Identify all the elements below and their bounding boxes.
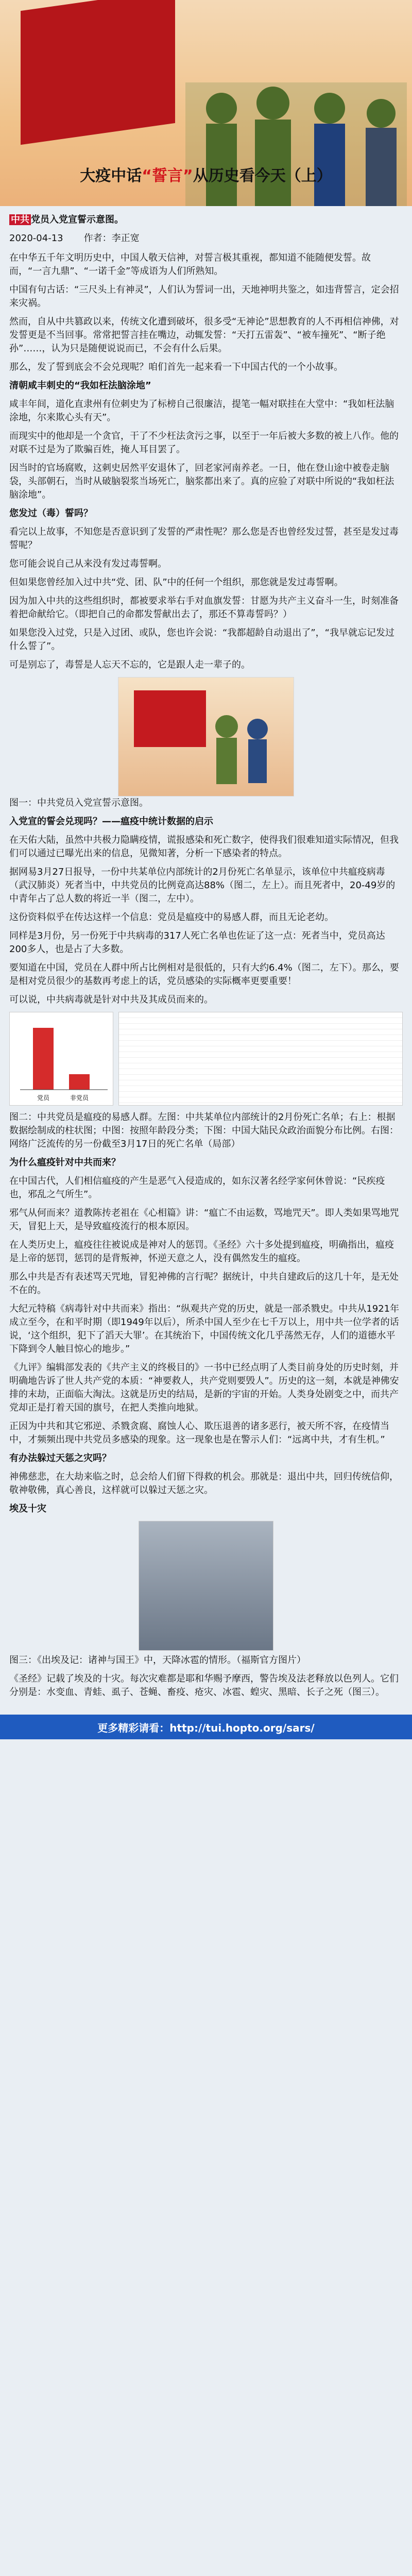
paragraph: 然而，自从中共篡政以来，传统文化遭到破坏，很多受“无神论”思想教育的人不再相信神佛，对发誓更是不当回事。常常把誓言挂在嘴边，动辄发誓：“天打五雷轰”、“被车撞死”、“断子绝孙”……，认为只是随便说说而已，不会有什么后果。 xyxy=(9,316,399,354)
oath-image xyxy=(118,677,294,796)
paragraph: 您可能会说自己从来没有发过毒誓啊。 xyxy=(9,558,167,569)
death-list-table-image xyxy=(118,1012,403,1106)
paragraph: 同样是3月份，另一份死于中共病毒的317人死亡名单也佐证了这一点：死者当中，党员高达200多人，也是占了大多数。 xyxy=(9,930,385,955)
paragraph: 因为加入中共的这些组织时，都被要求举右手对血旗发誓：甘愿为共产主义奋斗一生，时刻准备着把命献给它。（即把自己的命都发誓献出去了，那还不算毒誓吗？） xyxy=(9,596,399,620)
footer-link-text[interactable]: 更多精彩请看：http://tui.hopto.org/sars/ xyxy=(97,1721,315,1734)
paragraph: 中国有句古话：“三尺头上有神灵”，人们认为誓词一出，天地神明共鉴之，如违背誓言，定会招来灾祸。 xyxy=(9,284,399,309)
article-date: 2020-04-13 xyxy=(9,233,63,244)
figure-caption: 图二：中共党员是瘟疫的易感人群。左图：中共某单位内部统计的2月份死亡名单；右上：根据数据绘制成的柱状图；中图：按照年龄段分类；下图：中国大陆民众政治面貌分布比例。右图：网络广泛流传的另一份截至3月17日的死亡名单（局部） xyxy=(9,1112,399,1149)
article-body xyxy=(0,206,412,1709)
article-author: 作者：李正宽 xyxy=(83,233,140,244)
paragraph: 如果您没入过党，只是入过团、或队，您也许会说：“我都超龄自动退出了”，“我早就忘记发过什么誓了”。 xyxy=(9,628,394,652)
article-heading xyxy=(9,213,403,227)
paragraph: 《九评》编辑部发表的《共产主义的终极目的》一书中已经点明了人类目前身处的历史时刻，并明确地告诉了世人共产党的本质：“神要救人，共产党则要毁人”。历史的这一刻，本就是神佛安排的末劫，正面临大淘汰。这就是历史的结局，是新的宇宙的开始。人类身处剧变之中，而共产党却正是打着天国的旗号，在把人类推向地狱。 xyxy=(9,1362,399,1413)
figure-one xyxy=(9,677,403,810)
paragraph: 大纪元特稿《病毒针对中共而来》指出：“纵观共产党的历史，就是一部杀戮史。中共从1921年成立至今，在和平时期（即1949年以后），所杀中国人至少在七千万以上，用中共一位学者的话说，‘这个组织，犯下了滔天大罪’。在其统治下，中国传统文化几乎荡然无存，人们的道德水平下降到令人触目惊心的地步。” xyxy=(9,1303,400,1354)
hero-title-quote: “誓言” xyxy=(142,167,193,185)
bar-chart-image xyxy=(9,1012,113,1106)
paragraph: 在中国古代，人们相信瘟疫的产生是恶气入侵造成的，如东汉著名经学家何休曾说：“民疾疫也，邪乱之气所生”。 xyxy=(9,1176,385,1200)
hero-title-main: 大疫中话 xyxy=(80,167,142,185)
paragraph: 看完以上故事，不知您是否意识到了发誓的严肃性呢？那么您是否也曾经发过誓，甚至是发过毒誓呢？ xyxy=(9,527,399,551)
figure-caption: 图一：中共党员入党宣誓示意图。 xyxy=(9,798,148,808)
paragraph: 可以说，中共病毒就是针对中共及其成员而来的。 xyxy=(9,994,213,1005)
heading-text: 党员入党宣誓示意图。 xyxy=(31,214,124,225)
hero-title-sub: 从历史看今天（上） xyxy=(193,167,332,185)
heading-struck-text: 中共 xyxy=(9,214,31,225)
paragraph: 在天佑大陆，虽然中共极力隐瞒疫情，谎报感染和死亡数字，使得我们很难知道实际情况，但我们可以通过已曝光出来的信息，见微知著，分析一下感染者的特点。 xyxy=(9,835,399,859)
paragraph: 那么，发了誓到底会不会兑现呢？咱们首先一起来看一下中国古代的一个小故事。 xyxy=(9,362,343,372)
bar-non-party xyxy=(69,1074,90,1090)
hero-title xyxy=(0,163,412,185)
paragraph: 在中华五千年文明历史中，中国人敬天信神，对誓言极其重视，都知道不能随便发誓。故而，“一言九鼎”、“一诺千金”等成语为人们所熟知。 xyxy=(9,252,371,277)
footer-link-banner[interactable] xyxy=(0,1715,412,1739)
bar-party xyxy=(33,1028,54,1090)
oath-illustration xyxy=(129,685,283,788)
egypt-plague-image xyxy=(139,1521,273,1651)
paragraph: 咸丰年间，道化直隶州有位刺史为了标榜自己很廉洁，提笔一幅对联挂在大堂中：“我如枉法脑涂地，尔来欺心头有天”。 xyxy=(9,399,394,423)
section-heading: 为什么瘟疫针对中共而来？ xyxy=(9,1157,121,1168)
paragraph: 那么中共是否有表述骂天咒地，冒犯神佛的言行呢？据统计，中共自建政后的这几十年，是无处不在的。 xyxy=(9,1272,399,1296)
section-heading: 埃及十灾 xyxy=(9,1503,46,1514)
paragraph: 可是别忘了，毒誓是人忘天不忘的，它是跟人走一辈子的。 xyxy=(9,659,250,670)
paragraph: 因当时的官场腐败，这刺史居然平安退休了，回老家河南养老。一日，他在登山途中被卷走脑袋，头部朝石，当时从破脑裂浆当场死亡，脑浆都出来了。真的应验了对联中所说的“我如枉法脑涂地”。 xyxy=(9,463,394,500)
paragraph: 在人类历史上，瘟疫往往被说成是神对人的惩罚。《圣经》六十多处提到瘟疫，明确指出，瘟疫是上帝的惩罚，惩罚的是背叛神，怀逆天意之人，没有偶然发生的瘟疫。 xyxy=(9,1240,394,1264)
section-heading: 入党宣的誓会兑现吗？——瘟疫中统计数据的启示 xyxy=(9,816,213,827)
bar-chart-svg xyxy=(10,1012,113,1105)
figure-caption: 图三：《出埃及记：诸神与国王》中，天降冰雹的情形。（福斯官方图片） xyxy=(9,1655,306,1666)
section-heading: 清朝咸丰刺史的“我如枉法脑涂地” xyxy=(9,380,151,391)
paragraph: 邪气从何而来？道教陈抟老祖在《心相篇》讲：“瘟亡不由运数，骂地咒天”。即人类如果骂地咒天，冒犯上天，是导致瘟疫流行的根本原因。 xyxy=(9,1208,399,1232)
section-heading: 有办法躲过天惩之灾吗？ xyxy=(9,1453,111,1464)
red-flag-image xyxy=(21,0,175,145)
paragraph: 但如果您曾经加入过中共“党、团、队”中的任何一个组织，那您就是发过毒誓啊。 xyxy=(9,577,344,588)
bar-label-party: 党员 xyxy=(37,1094,50,1101)
bar-label-non-party: 非党员 xyxy=(70,1094,89,1101)
section-heading: 您发过（毒）誓吗？ xyxy=(9,508,93,519)
paragraph: 正因为中共和其它邪逆、杀戮贪腐、腐蚀人心、欺压退善的诸多恶行，被天所不容，在疫情当中，才频频出现中共党员多感染的现象。这一现象也是在警示人们：“远离中共，才有生机。” xyxy=(9,1421,389,1445)
paragraph: 据网易3月27日报导，一份中共某单位内部统计的2月份死亡名单显示，该单位中共瘟疫病毒（武汉肺炎）死者当中，中共党员的比例竟高达88%（图二，左上）。而且死者中，20-49岁的中青年占了总人数的将近一半（图二，左中）。 xyxy=(9,867,396,904)
paragraph: 这份资料似乎在传达这样一个信息：党员是瘟疫中的易感人群，而且无论老幼。 xyxy=(9,912,334,923)
paragraph: 要知道在中国，党员在人群中所占比例相对是很低的，只有大约6.4%（图二，左下）。那么，要是相对党员很少的基数再考虑上的话，党员感染的实际概率更要重要！ xyxy=(9,962,399,987)
article-meta xyxy=(9,232,403,245)
paragraph: 而现实中的他却是一个贪官，干了不少枉法贪污之事，以至于一年后被大多数的被上八作。他的对联不过是为了欺骗百姓，掩人耳目罢了。 xyxy=(9,431,399,455)
figure-two xyxy=(9,1012,403,1106)
paragraph: 神佛慈悲，在大劫来临之时，总会给人们留下得救的机会。那就是：退出中共，回归传统信仰，敬神敬佛，真心善良，这样就可以躲过天惩之灾。 xyxy=(9,1471,399,1496)
paragraph: 《圣经》记载了埃及的十灾。每次灾难都是耶和华赐予摩西，警告埃及法老释放以色列人。它们分别是：水变血、青蛙、虱子、苍蝇、畜疫、疮灾、冰雹、蝗灾、黑暗、长子之死（图三）。 xyxy=(9,1673,399,1698)
hero-banner xyxy=(0,0,412,206)
